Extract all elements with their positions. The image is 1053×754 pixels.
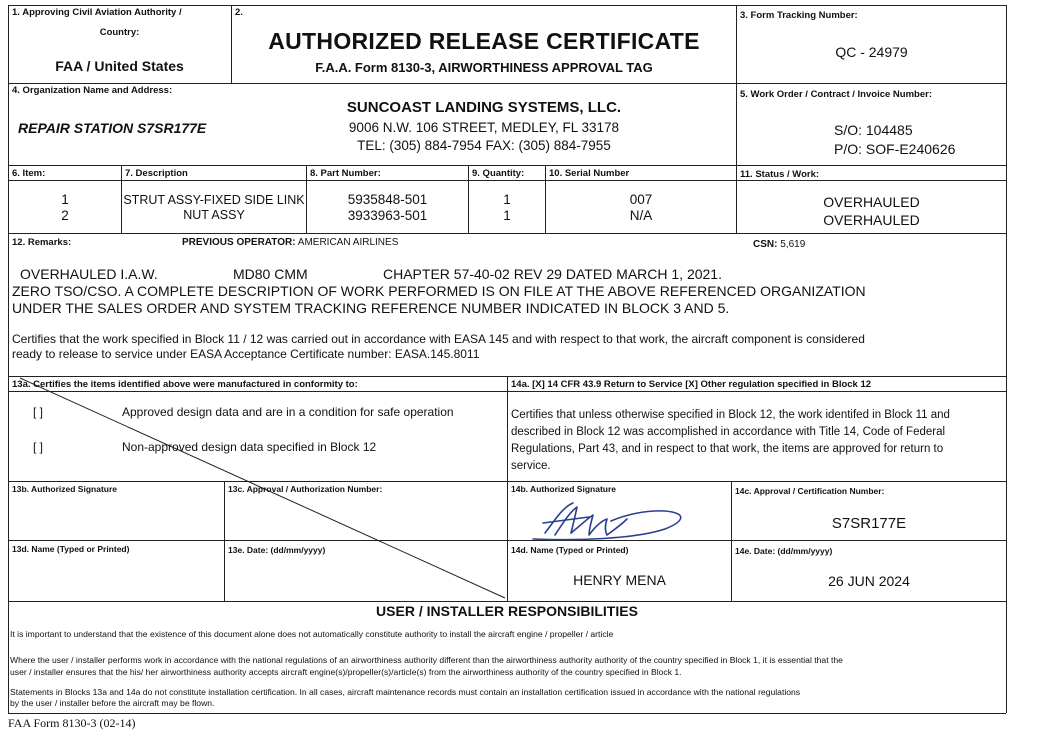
block4-label: 4. Organization Name and Address: <box>12 85 173 96</box>
authorized-signature <box>515 495 695 545</box>
col-qty-header: 9. Quantity: <box>472 168 525 179</box>
csn-value: 5,619 <box>780 239 806 250</box>
col-status-header: 11. Status / Work: <box>740 169 820 180</box>
block14e-label: 14e. Date: (dd/mm/yyyy) <box>735 546 833 556</box>
col-serial-header: 10. Serial Number <box>549 168 630 179</box>
block14b-label: 14b. Authorized Signature <box>511 484 617 494</box>
block13b-label: 13b. Authorized Signature <box>12 484 118 494</box>
tracking-number: QC - 24979 <box>835 44 908 60</box>
quantity: 1 <box>503 192 511 207</box>
serial-number: 007 <box>629 192 653 207</box>
form-subtitle: F.A.A. Form 8130-3, AIRWORTHINESS APPROVAL TAG <box>315 60 653 75</box>
csn-label: CSN: <box>753 239 778 250</box>
block1-label-country: Country: <box>99 27 140 38</box>
certification-number: S7SR177E <box>831 515 907 532</box>
quantity: 1 <box>503 208 511 223</box>
checkbox-approved-design[interactable]: [ ] <box>33 405 44 419</box>
block2-label: 2. <box>235 7 243 18</box>
signer-name: HENRY MENA <box>573 572 666 588</box>
item-description: NUT ASSY <box>183 208 245 222</box>
remarks-cmm: MD80 CMM <box>233 266 308 282</box>
return-to-service-line3: Regulations, Part 43, and in respect to that work, the items are approved for return to <box>511 443 944 455</box>
block13d-label: 13d. Name (Typed or Printed) <box>12 544 130 554</box>
responsibilities-p2-line2: user / installer ensures that the his/ her airworthiness authority accepts aircraft engine(s)/propeller(s)/article(s) from the airworthiness authority of the country specified in Block 1. <box>10 667 682 677</box>
return-to-service-line4: service. <box>511 460 551 472</box>
responsibilities-title: USER / INSTALLER RESPONSIBILITIES <box>376 603 638 619</box>
return-to-service-line1: Certifies that unless otherwise specified in Block 12, the work identifed in Block 11 and <box>511 409 950 421</box>
block13e-label: 13e. Date: (dd/mm/yyyy) <box>228 545 326 555</box>
approved-design-text: Approved design data and are in a condition for safe operation <box>122 405 454 419</box>
previous-operator-label: PREVIOUS OPERATOR: <box>182 237 296 248</box>
remarks-overhauled: OVERHAULED I.A.W. <box>20 266 158 282</box>
col-item-header: 6. Item: <box>12 168 46 179</box>
block12-label: 12. Remarks: <box>12 237 72 248</box>
block5-label: 5. Work Order / Contract / Invoice Number: <box>740 89 932 100</box>
repair-station: REPAIR STATION S7SR177E <box>18 120 207 136</box>
part-number: 3933963-501 <box>347 208 428 223</box>
sign-date: 26 JUN 2024 <box>828 573 910 589</box>
previous-operator-value: AMERICAN AIRLINES <box>297 237 399 248</box>
block14c-label: 14c. Approval / Certification Number: <box>735 486 885 496</box>
easa-statement-line1: Certifies that the work specified in Block 11 / 12 was carried out in accordance with EASA 145 and with respect to that work, the aircraft component is considered <box>12 332 865 346</box>
block14d-label: 14d. Name (Typed or Printed) <box>511 545 629 555</box>
non-approved-design-text: Non-approved design data specified in Block 12 <box>122 440 377 454</box>
item-number: 1 <box>61 192 69 207</box>
remarks-line3: UNDER THE SALES ORDER AND SYSTEM TRACKING REFERENCE NUMBER INDICATED IN BLOCK 3 AND 5. <box>12 300 730 316</box>
col-part-header: 8. Part Number: <box>310 168 381 179</box>
block14a-label: 14a. [X] 14 CFR 43.9 Return to Service [X] Other regulation specified in Block 12 <box>511 379 872 390</box>
remarks-line2: ZERO TSO/CSO. A COMPLETE DESCRIPTION OF WORK PERFORMED IS ON FILE AT THE ABOVE REFERENCED ORGANIZATION <box>12 283 866 299</box>
item-number: 2 <box>61 208 69 223</box>
org-address: 9006 N.W. 106 STREET, MEDLEY, FL 33178 <box>348 120 620 135</box>
return-to-service-line2: described in Block 12 was accomplished in accordance with Title 14, Code of Federal <box>511 426 946 438</box>
org-phone: TEL: (305) 884-7954 FAX: (305) 884-7955 <box>357 138 611 153</box>
responsibilities-p1: It is important to understand that the existence of this document alone does not automatically constitute authority to install the aircraft engine / propeller / article <box>10 629 614 639</box>
block13c-label: 13c. Approval / Authorization Number: <box>228 484 383 494</box>
purchase-order: P/O: SOF-E240626 <box>834 141 956 157</box>
block1-label: 1. Approving Civil Aviation Authority / <box>12 7 182 18</box>
part-number: 5935848-501 <box>347 192 428 207</box>
status-work: OVERHAULED <box>823 194 920 210</box>
block3-label: 3. Form Tracking Number: <box>740 10 858 21</box>
form-footer: FAA Form 8130-3 (02-14) <box>8 716 136 730</box>
item-description: STRUT ASSY-FIXED SIDE LINK <box>123 193 305 207</box>
sales-order: S/O: 104485 <box>834 122 913 138</box>
easa-statement-line2: ready to release to service under EASA Acceptance Certificate number: EASA.145.8011 <box>12 347 480 361</box>
responsibilities-p2-line1: Where the user / installer performs work in accordance with the national regulations of an airworthiness authority different than the airworthiness authority authority of the country specified in Block 1, it is essential that the <box>10 655 843 665</box>
remarks-chapter: CHAPTER 57-40-02 REV 29 DATED MARCH 1, 2021. <box>383 266 722 282</box>
form-title: AUTHORIZED RELEASE CERTIFICATE <box>268 28 700 54</box>
status-work: OVERHAULED <box>823 212 920 228</box>
col-description-header: 7. Description <box>125 168 188 179</box>
responsibilities-p3-line2: by the user / installer before the aircraft may be flown. <box>10 698 215 708</box>
authority-value: FAA / United States <box>55 58 184 74</box>
responsibilities-p3-line1: Statements in Blocks 13a and 14a do not constitute installation certification. In all cases, aircraft maintenance records must contain an installation certification issued in accordance with the national regulations <box>10 687 801 697</box>
checkbox-non-approved-design[interactable]: [ ] <box>33 440 44 454</box>
org-name: SUNCOAST LANDING SYSTEMS, LLC. <box>346 99 622 116</box>
block13a-label: 13a. Certifies the items identified above were manufactured in conformity to: <box>12 379 358 390</box>
serial-number: N/A <box>629 208 653 223</box>
